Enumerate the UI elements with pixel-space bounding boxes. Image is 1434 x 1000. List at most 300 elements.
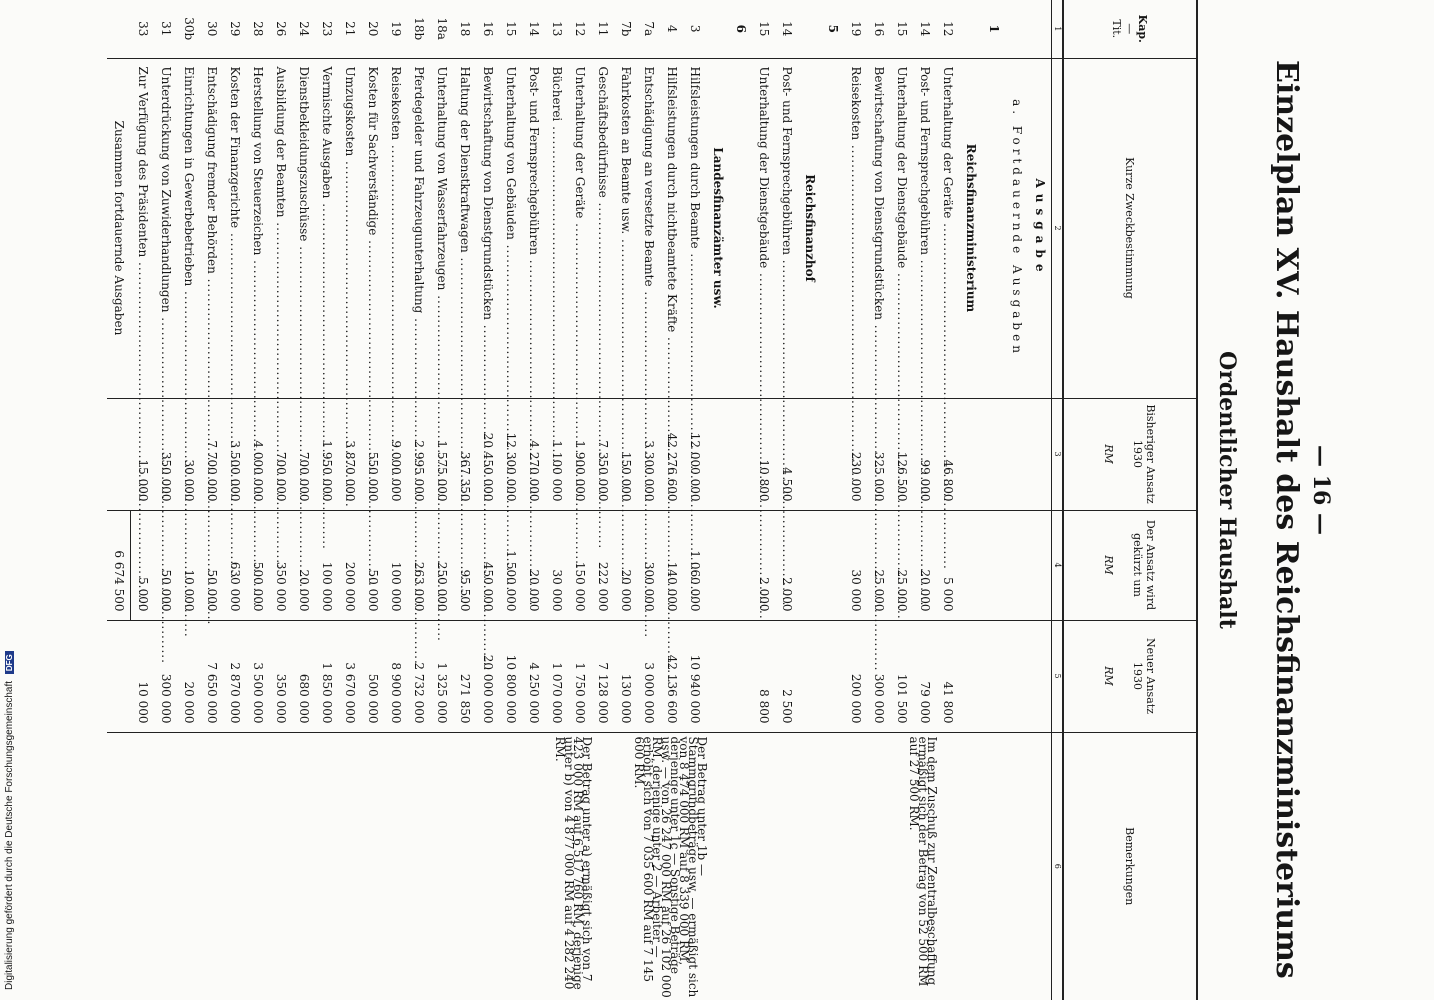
header-neu-label: Neuer Ansatz 1930 xyxy=(1131,638,1158,714)
kap-row xyxy=(729,0,752,1000)
total-row xyxy=(107,0,131,1000)
purpose-cell: Reisekosten ..... xyxy=(384,58,407,398)
gekuerzt-amount-cell xyxy=(982,510,1005,620)
empty-cell xyxy=(1028,732,1052,1000)
table-row xyxy=(453,0,476,1000)
bisher-amount-cell: 15 000 xyxy=(131,398,155,510)
header-neu xyxy=(1063,620,1197,732)
gekuerzt-amount-cell: 100 000 xyxy=(315,510,338,620)
subsection-label: a. Fortdauernde Ausgaben xyxy=(1005,58,1028,398)
gekuerzt-amount-cell: 5 000 xyxy=(936,510,959,620)
titel-cell xyxy=(798,0,821,58)
bisher-amount-cell xyxy=(959,398,982,510)
group-title: Landesfinanzämter usw. xyxy=(706,58,729,398)
kap-row xyxy=(982,0,1005,1000)
remark-cell-empty xyxy=(591,732,614,1000)
neu-amount-cell xyxy=(107,620,131,732)
bisher-amount-cell xyxy=(798,398,821,510)
neu-amount-cell xyxy=(982,620,1005,732)
titel-cell: 14 xyxy=(527,21,541,37)
table-row xyxy=(936,0,959,1000)
header-gekuerzt-label: Der Ansatz wird gekürzt um xyxy=(1131,519,1158,611)
empty-cell xyxy=(1028,510,1052,620)
titel-cell: 19 xyxy=(389,21,403,37)
purpose-cell: Bücherei ..... xyxy=(545,58,568,398)
neu-amount-cell: 8 800 xyxy=(752,620,775,732)
bisher-amount-cell: 350 000 xyxy=(154,398,177,510)
neu-amount-cell: 500 000 xyxy=(361,620,384,732)
page-title: Einzelplan XV. Haushalt des Reichsfinanzministeriums xyxy=(1269,60,1304,979)
bisher-amount-cell: 7 700 000 xyxy=(200,398,223,510)
table-row xyxy=(775,0,798,1000)
section-label: Ausgabe xyxy=(1028,58,1052,398)
neu-amount-cell: 42 136 600 xyxy=(660,620,683,732)
neu-amount-cell xyxy=(959,620,982,732)
remark-cell-empty xyxy=(223,732,246,1000)
neu-amount-cell xyxy=(798,620,821,732)
titel-cell: 18b xyxy=(412,17,426,41)
neu-amount-cell: 3 670 000 xyxy=(338,620,361,732)
titel-cell: 15 xyxy=(504,21,518,37)
neu-amount-cell: 2 732 000 xyxy=(407,620,430,732)
titel-cell: 18 xyxy=(458,21,472,37)
purpose-cell: Geschäftsbedürfnisse ..... xyxy=(591,58,614,398)
remark-cell-empty xyxy=(959,732,982,1000)
gekuerzt-amount-cell: 2 000 xyxy=(775,510,798,620)
budget-table xyxy=(107,0,1198,1000)
table-row xyxy=(177,0,200,1000)
group-row xyxy=(959,0,982,1000)
remark-cell-empty xyxy=(315,732,338,1000)
gekuerzt-amount-cell: 1 500 000 xyxy=(499,510,522,620)
remark-cell-empty xyxy=(131,732,155,1000)
empty-cell xyxy=(1028,620,1052,732)
header-bisher-unit: RM xyxy=(1102,444,1116,464)
remark-cell-empty xyxy=(821,732,844,1000)
titel-cell: 7a xyxy=(642,21,656,37)
purpose-cell xyxy=(982,58,1005,398)
gekuerzt-amount-cell: 250 000 xyxy=(430,510,453,620)
neu-amount-cell: 200 000 xyxy=(844,620,867,732)
titel-cell: 30b xyxy=(182,17,196,41)
gekuerzt-amount-cell: 450 000 xyxy=(476,510,499,620)
purpose-cell: Vermischte Ausgaben ..... xyxy=(315,58,338,398)
bisher-amount-cell xyxy=(729,398,752,510)
table-row xyxy=(568,0,591,1000)
gekuerzt-amount-cell: 100 000 xyxy=(384,510,407,620)
bisher-amount-cell: 230 000 xyxy=(844,398,867,510)
bisher-amount-cell: 3 500 000 xyxy=(223,398,246,510)
header-gekuerzt xyxy=(1063,510,1197,620)
neu-amount-cell: 3 500 000 xyxy=(246,620,269,732)
neu-amount-cell: 350 000 xyxy=(269,620,292,732)
titel-cell: 15 xyxy=(895,21,909,37)
bisher-amount-cell: 12 300 000 xyxy=(499,398,522,510)
neu-amount-cell: 7 128 000 xyxy=(591,620,614,732)
bisher-amount-cell: 4 000 000 xyxy=(246,398,269,510)
purpose-cell: Hilfsleistungen durch Beamte ..... xyxy=(683,58,706,398)
purpose-cell: Unterhaltung der Dienstgebäude ..... xyxy=(890,58,913,398)
titel-cell: 16 xyxy=(872,21,886,37)
titel-cell: 11 xyxy=(596,21,610,37)
remark-cell-empty xyxy=(775,732,798,1000)
digitization-footer xyxy=(4,651,15,990)
kap-row xyxy=(821,0,844,1000)
remark-cell-empty xyxy=(407,732,430,1000)
gekuerzt-amount-cell: 50 000 xyxy=(154,510,177,620)
gekuerzt-amount-cell xyxy=(706,510,729,620)
bisher-amount-cell: 20 450 000 xyxy=(476,398,499,510)
gekuerzt-amount-cell: 10 000 xyxy=(177,510,200,620)
table-row xyxy=(407,0,430,1000)
neu-amount-cell: 680 000 xyxy=(292,620,315,732)
titel-cell: 28 xyxy=(251,21,265,37)
neu-amount-cell: 10 000 xyxy=(131,620,155,732)
table-row xyxy=(683,0,706,1000)
titel-cell: 14 xyxy=(780,21,794,37)
titel-cell xyxy=(107,0,131,58)
gekuerzt-amount-cell: 263 000 xyxy=(407,510,430,620)
gekuerzt-amount-cell: 150 000 xyxy=(568,510,591,620)
page-number: — 16 — xyxy=(1308,445,1334,535)
bisher-amount-cell: 4 500 xyxy=(775,398,798,510)
header-kap-tit xyxy=(1063,0,1197,58)
header-zweck-label: Kurze Zweckbestimmung xyxy=(1123,157,1137,299)
table-row xyxy=(361,0,384,1000)
gekuerzt-amount-cell: 30 000 xyxy=(844,510,867,620)
empty-cell xyxy=(1005,510,1028,620)
purpose-cell: Kosten der Finanzgerichte ..... xyxy=(223,58,246,398)
gekuerzt-amount-cell: 5 000 xyxy=(131,510,155,620)
titel-cell: 26 xyxy=(274,21,288,37)
titel-cell: 21 xyxy=(343,21,357,37)
remark-cell-empty xyxy=(982,732,1005,1000)
header-divider: — xyxy=(1123,23,1137,35)
neu-amount-cell: 2 500 xyxy=(775,620,798,732)
bisher-amount-cell: 700 000 xyxy=(269,398,292,510)
purpose-cell: Einrichtungen in Gewerbebetrieben ..... xyxy=(177,58,200,398)
purpose-cell: Post- und Fernsprechgebühren ..... xyxy=(913,58,936,398)
rotated-page-content xyxy=(114,0,1334,1000)
purpose-cell: Pferdegelder und Fahrzeugunterhaltung ..... xyxy=(407,58,430,398)
column-number: 1 xyxy=(1052,0,1064,58)
empty-cell xyxy=(1005,732,1028,1000)
header-zweck xyxy=(1063,58,1197,398)
table-header-row xyxy=(1063,0,1197,1000)
bisher-amount-cell: 126 500 xyxy=(890,398,913,510)
bisher-amount-cell: 1 900 000 xyxy=(568,398,591,510)
gekuerzt-amount-cell: 2 000 xyxy=(752,510,775,620)
purpose-cell: Unterdrückung von Zuwiderhandlungen ..... xyxy=(154,58,177,398)
table-row xyxy=(269,0,292,1000)
purpose-cell: Kosten für Sachverständige ..... xyxy=(361,58,384,398)
neu-amount-cell: 1 850 000 xyxy=(315,620,338,732)
table-row xyxy=(131,0,155,1000)
header-bisher-label: Bisheriger Ansatz 1930 xyxy=(1131,404,1158,504)
titel-cell: 3 xyxy=(688,24,702,33)
gekuerzt-amount-cell: 20 000 xyxy=(913,510,936,620)
bisher-amount-cell xyxy=(821,398,844,510)
remark-cell-empty xyxy=(292,732,315,1000)
neu-amount-cell: 1 750 000 xyxy=(568,620,591,732)
gekuerzt-amount-cell: 95 500 xyxy=(453,510,476,620)
neu-amount-cell: 20 000 xyxy=(177,620,200,732)
remark-cell-empty xyxy=(453,732,476,1000)
neu-amount-cell: 79 000 xyxy=(913,620,936,732)
neu-amount-cell: 41 800 xyxy=(936,620,959,732)
titel-cell: 20 xyxy=(366,21,380,37)
titel-cell: 16 xyxy=(481,21,495,37)
neu-amount-cell: 7 650 000 xyxy=(200,620,223,732)
titel-cell: 7b xyxy=(619,21,633,37)
table-row xyxy=(384,0,407,1000)
remark-cell-empty xyxy=(154,732,177,1000)
purpose-cell: Hilfsleistungen durch nichtbeamtete Kräfte ..... xyxy=(660,58,683,398)
neu-amount-cell: 8 900 000 xyxy=(384,620,407,732)
purpose-cell: Zur Verfügung des Präsidenten ..... xyxy=(131,58,155,398)
column-number: 2 xyxy=(1052,58,1064,398)
remark-cell: Der Betrag unter 1b — Stammgrundbeträge usw. — ermäßigt sich von 8 474 000 RM auf 8 339 000 RM, derjenige unter 1c — Sonstige Beträge usw. — von 26 247 000 RM auf 26 102 000 RM, derjenige unter 2 — Arbeiter — erhöht sich von 7 035 600 RM auf 7 145 600 RM. xyxy=(614,732,706,1000)
kap-cell: 5 xyxy=(826,24,840,33)
titel-cell: 18a xyxy=(435,17,449,40)
page-subtitle: Ordentlicher Haushalt xyxy=(1214,351,1240,629)
kap-cell: 6 xyxy=(734,24,748,33)
titel-cell: 12 xyxy=(573,21,587,37)
gekuerzt-amount-cell: 1 060 000 xyxy=(683,510,706,620)
group-row xyxy=(798,0,821,1000)
gekuerzt-amount-cell: 630 000 xyxy=(223,510,246,620)
empty-cell xyxy=(1028,0,1052,58)
neu-amount-cell xyxy=(706,620,729,732)
bisher-amount-cell: 700 000 xyxy=(292,398,315,510)
column-number: 6 xyxy=(1052,732,1064,1000)
purpose-cell: Dienstbekleidungszuschüsse ..... xyxy=(292,58,315,398)
neu-amount-cell: 1 070 000 xyxy=(545,620,568,732)
bisher-amount-cell xyxy=(706,398,729,510)
titel-cell: 24 xyxy=(297,21,311,37)
remark-cell-empty xyxy=(338,732,361,1000)
bisher-amount-cell: 3 870 000 xyxy=(338,398,361,510)
bisher-amount-cell: 2 995 000 xyxy=(407,398,430,510)
header-bisher xyxy=(1063,398,1197,510)
neu-amount-cell: 1 325 000 xyxy=(430,620,453,732)
remark-cell-empty xyxy=(706,732,729,1000)
remark-cell-empty xyxy=(200,732,223,1000)
bisher-amount-cell: 550 000 xyxy=(361,398,384,510)
bisher-amount-cell: 46 800 xyxy=(936,398,959,510)
purpose-cell: Post- und Fernsprechgebühren ..... xyxy=(775,58,798,398)
gekuerzt-amount-cell xyxy=(798,510,821,620)
purpose-cell: Unterhaltung von Gebäuden ..... xyxy=(499,58,522,398)
column-number: 5 xyxy=(1052,620,1064,732)
titel-cell: 29 xyxy=(228,21,242,37)
remark-cell-empty xyxy=(246,732,269,1000)
purpose-cell: Entschädigung fremder Behörden ..... xyxy=(200,58,223,398)
bisher-amount-cell: 9 000 000 xyxy=(384,398,407,510)
table-row xyxy=(154,0,177,1000)
purpose-cell: Entschädigung an versetzte Beamte ..... xyxy=(637,58,660,398)
header-neu-unit: RM xyxy=(1102,666,1116,686)
purpose-cell: Bewirtschaftung von Dienstgrundstücken ..... xyxy=(476,58,499,398)
neu-amount-cell: 271 850 xyxy=(453,620,476,732)
neu-amount-cell: 10 800 000 xyxy=(499,620,522,732)
purpose-cell: Unterhaltung von Wasserfahrzeugen ..... xyxy=(430,58,453,398)
header-kap: Kap. xyxy=(1136,14,1150,43)
remark-cell-empty xyxy=(798,732,821,1000)
dfg-logo: DFG xyxy=(5,651,14,674)
bisher-amount-cell: 12 000 000 xyxy=(683,398,706,510)
empty-cell xyxy=(1005,398,1028,510)
table-row xyxy=(200,0,223,1000)
neu-amount-cell: 300 000 xyxy=(867,620,890,732)
purpose-cell xyxy=(729,58,752,398)
bisher-amount-cell: 99 000 xyxy=(913,398,936,510)
group-title: Reichsfinanzhof xyxy=(798,58,821,398)
bisher-amount-cell: 1 100 000 xyxy=(545,398,568,510)
table-body xyxy=(107,0,1052,1000)
table-row xyxy=(292,0,315,1000)
titel-cell: 19 xyxy=(849,21,863,37)
purpose-cell: Fahrkosten an Beamte usw. ..... xyxy=(614,58,637,398)
bisher-amount-cell: 42 276 600 xyxy=(660,398,683,510)
group-title: Reichsfinanzministerium xyxy=(959,58,982,398)
titel-cell xyxy=(706,0,729,58)
purpose-cell: Herstellung von Steuerzeichen ..... xyxy=(246,58,269,398)
titel-cell: 31 xyxy=(159,21,173,37)
bisher-amount-cell: 1 575 000 xyxy=(430,398,453,510)
gekuerzt-amount-cell: 25 000 xyxy=(867,510,890,620)
neu-amount-cell xyxy=(821,620,844,732)
neu-amount-cell: 130 000 xyxy=(614,620,637,732)
header-bemerkungen xyxy=(1063,732,1197,1000)
bisher-amount-cell: 10 800 xyxy=(752,398,775,510)
header-bemerkungen-label: Bemerkungen xyxy=(1123,827,1137,906)
neu-amount-cell: 20 000 000 xyxy=(476,620,499,732)
table-row xyxy=(430,0,453,1000)
gekuerzt-amount-cell: 20 000 xyxy=(614,510,637,620)
titel-cell: 33 xyxy=(135,21,150,37)
neu-amount-cell: 101 500 xyxy=(890,620,913,732)
remark-cell: Im dem Zuschuß zur Zentralbeschaffung ermäßigt sich der Betrag von 52 500 RM auf 27 500 RM. xyxy=(844,732,936,1000)
bisher-amount-cell: 30 000 xyxy=(177,398,200,510)
titel-cell xyxy=(959,0,982,58)
empty-cell xyxy=(1005,0,1028,58)
gekuerzt-amount-cell: 50 000 xyxy=(200,510,223,620)
remark-cell-empty xyxy=(361,732,384,1000)
table-row xyxy=(223,0,246,1000)
bisher-amount-cell: 367 350 xyxy=(453,398,476,510)
kap-cell: 1 xyxy=(987,24,1001,33)
bisher-amount-cell xyxy=(107,398,131,510)
gekuerzt-amount-cell: 300 000 xyxy=(637,510,660,620)
titel-cell: 14 xyxy=(918,21,932,37)
gekuerzt-amount-cell: 20 000 xyxy=(522,510,545,620)
titel-cell: 30 xyxy=(205,21,219,37)
gekuerzt-amount-cell: 500 000 xyxy=(246,510,269,620)
empty-cell xyxy=(1028,398,1052,510)
gekuerzt-amount-cell: 30 000 xyxy=(545,510,568,620)
bisher-amount-cell: 150 000 xyxy=(614,398,637,510)
titel-cell: 15 xyxy=(757,21,771,37)
bisher-amount-cell: 3 300 000 xyxy=(637,398,660,510)
purpose-cell: Unterhaltung der Geräte ..... xyxy=(936,58,959,398)
gekuerzt-amount-cell: 222 000 xyxy=(591,510,614,620)
titel-cell: 12 xyxy=(941,21,955,37)
table-row xyxy=(246,0,269,1000)
table-row xyxy=(315,0,338,1000)
remark-cell-empty xyxy=(752,732,775,1000)
purpose-cell: Reisekosten ..... xyxy=(844,58,867,398)
column-number-row xyxy=(1052,0,1064,1000)
purpose-cell: Umzugskosten ..... xyxy=(338,58,361,398)
gekuerzt-amount-cell: 140 000 xyxy=(660,510,683,620)
neu-amount-cell xyxy=(729,620,752,732)
remark-cell-empty xyxy=(177,732,200,1000)
total-label: Zusammen fortdauernde Ausgaben xyxy=(107,58,131,398)
purpose-cell: Post- und Fernsprechgebühren ..... xyxy=(522,58,545,398)
table-row xyxy=(752,0,775,1000)
neu-amount-cell: 10 940 000 xyxy=(683,620,706,732)
titel-cell: 13 xyxy=(550,21,564,37)
gekuerzt-amount-cell: 200 000 xyxy=(338,510,361,620)
bisher-amount-cell: 325 000 xyxy=(867,398,890,510)
remark-cell-empty xyxy=(729,732,752,1000)
purpose-cell: Bewirtschaftung von Dienstgrundstücken ..... xyxy=(867,58,890,398)
bisher-amount-cell: 4 270 000 xyxy=(522,398,545,510)
purpose-cell: Ausbildung der Beamten ..... xyxy=(269,58,292,398)
neu-amount-cell: 2 870 000 xyxy=(223,620,246,732)
group-row xyxy=(706,0,729,1000)
purpose-cell xyxy=(821,58,844,398)
section-row xyxy=(1028,0,1052,1000)
column-number: 4 xyxy=(1052,510,1064,620)
table-row xyxy=(591,0,614,1000)
remark-cell-empty xyxy=(430,732,453,1000)
header-titel: Tit. xyxy=(1110,19,1124,39)
purpose-cell: Unterhaltung der Dienstgebäude ..... xyxy=(752,58,775,398)
empty-cell xyxy=(1005,620,1028,732)
gekuerzt-amount-cell: 50 000 xyxy=(361,510,384,620)
footer-note-text: Digitalisierung gefördert durch die Deutsche Forschungsgemeinschaft xyxy=(4,680,15,990)
gekuerzt-amount-cell: 6 674 500 xyxy=(107,510,131,620)
bisher-amount-cell: 7 350 000 xyxy=(591,398,614,510)
bisher-amount-cell: 1 950 000 xyxy=(315,398,338,510)
gekuerzt-amount-cell xyxy=(821,510,844,620)
gekuerzt-amount-cell: 350 000 xyxy=(269,510,292,620)
gekuerzt-amount-cell: 20 000 xyxy=(292,510,315,620)
column-number: 3 xyxy=(1052,398,1064,510)
header-gekuerzt-unit: RM xyxy=(1102,555,1116,575)
remark-cell-empty xyxy=(269,732,292,1000)
table-row xyxy=(338,0,361,1000)
table-row xyxy=(913,0,936,1000)
neu-amount-cell: 4 250 000 xyxy=(522,620,545,732)
bisher-amount-cell xyxy=(982,398,1005,510)
purpose-cell: Haltung der Dienstkraftwagen ..... xyxy=(453,58,476,398)
gekuerzt-amount-cell xyxy=(959,510,982,620)
gekuerzt-amount-cell: 25 000 xyxy=(890,510,913,620)
subsection-row xyxy=(1005,0,1028,1000)
titel-cell: 4 xyxy=(665,24,679,33)
neu-amount-cell: 300 000 xyxy=(154,620,177,732)
remark-cell-empty xyxy=(107,732,131,1000)
remark-cell-empty xyxy=(384,732,407,1000)
remark-cell-empty xyxy=(936,732,959,1000)
purpose-cell: Unterhaltung der Geräte ..... xyxy=(568,58,591,398)
titel-cell: 23 xyxy=(320,21,334,37)
neu-amount-cell: 3 000 000 xyxy=(637,620,660,732)
remark-cell: Der Betrag unter a) ermäßigt sich von 7 423 000 RM auf 6 517 760 RM, derjenige unter b) von 4 877 000 RM auf 4 282 240 RM. xyxy=(476,732,591,1000)
